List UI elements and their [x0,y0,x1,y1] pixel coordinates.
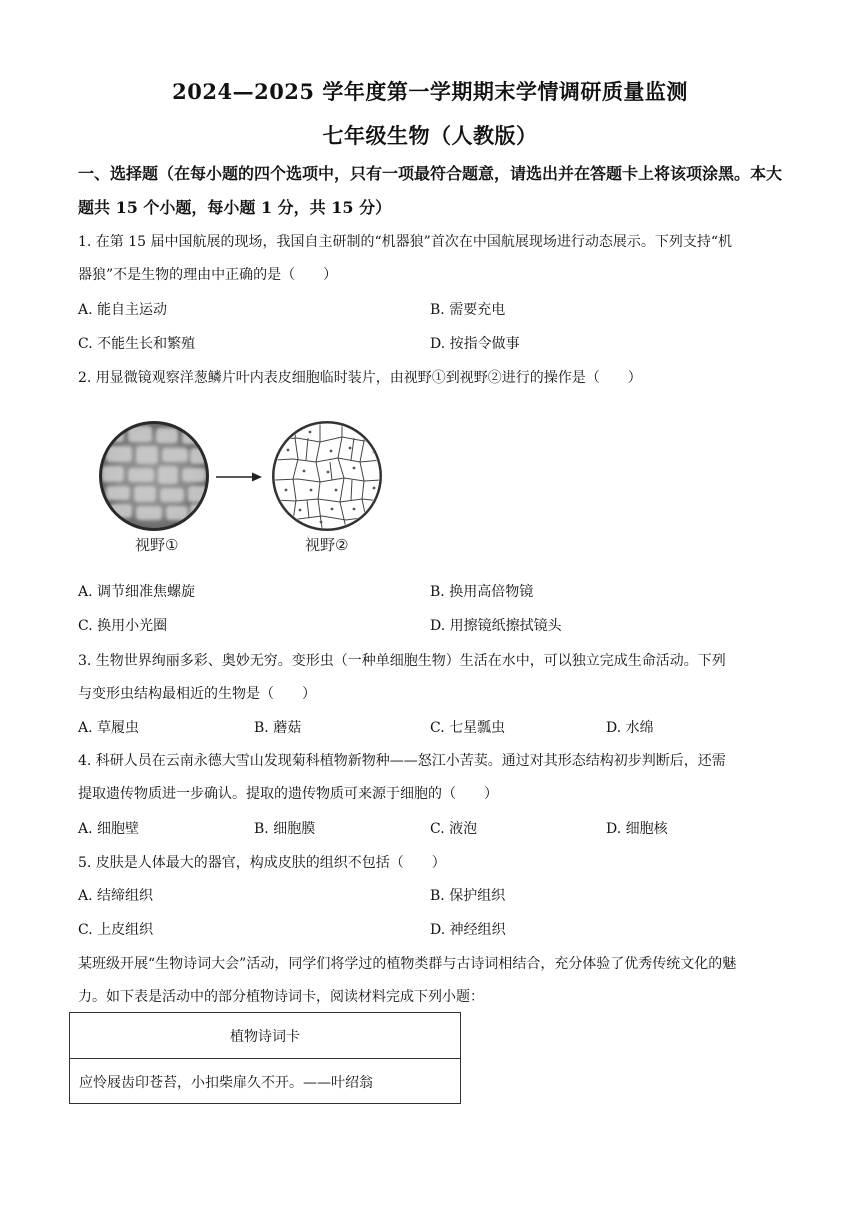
material-line-2: 力。如下表是活动中的部分植物诗词卡，阅读材料完成下列小题： [78,989,484,1005]
question-2-line-1: 2. 用显微镜观察洋葱鳞片叶内表皮细胞临时装片，由视野①到视野②进行的操作是（ ） [78,370,642,386]
question-1-option-b: B. 需要充电 [430,302,506,318]
question-4-option-b: B. 细胞膜 [254,821,316,837]
question-3-option-d: D. 水绵 [606,720,654,736]
field-of-view-2-label: 视野② [305,536,349,554]
question-3-line-1: 3. 生物世界绚丽多彩、奥妙无穷。变形虫（一种单细胞生物）生活在水中，可以独立完成生命活动。下列 [78,653,726,669]
question-3-line-2: 与变形虫结构最相近的生物是（ ） [78,686,316,702]
question-1-line-1: 1. 在第 15 届中国航展的现场，我国自主研制的“机器狼”首次在中国航展现场进行动态展示。下列支持“机 [78,234,732,250]
poem-card-header: 植物诗词卡 [70,1013,460,1059]
section-heading: 一、选择题（在每小题的四个选项中，只有一项最符合题意，请选出并在答题卡上将该项涂黑。本大题共 15 个小题，每小题 1 分，共 15 分） [78,164,783,217]
question-2-option-c: C. 换用小光圈 [78,618,168,634]
field-of-view-2-circle [272,421,382,531]
field-of-view-1-circle [99,421,209,531]
question-3-option-a: A. 草履虫 [78,720,140,736]
question-2-option-d: D. 用擦镜纸擦拭镜头 [430,618,562,634]
question-4-option-d: D. 细胞核 [606,821,668,837]
microscope-view-figure [92,410,392,570]
question-1-option-a: A. 能自主运动 [78,302,168,318]
question-5-option-d: D. 神经组织 [430,922,506,938]
question-1-option-c: C. 不能生长和繁殖 [78,336,196,352]
material-line-1: 某班级开展“生物诗词大会”活动，同学们将学过的植物类群与古诗词相结合，充分体验了优秀传统文化的魅 [78,956,737,972]
question-5-option-a: A. 结缔组织 [78,888,154,904]
field-of-view-1-label: 视野① [135,536,179,554]
question-4-line-1: 4. 科研人员在云南永德大雪山发现菊科植物新物种——怒江小苦荬。通过对其形态结构初步判断后，还需 [78,753,726,769]
question-1-option-d: D. 按指令做事 [430,336,520,352]
question-5-option-b: B. 保护组织 [430,888,506,904]
exam-subtitle: 七年级生物（人教版） [322,123,538,148]
poem-card-row: 应怜屐齿印苍苔，小扣柴扉久不开。——叶绍翁 [79,1074,373,1091]
question-4-option-c: C. 液泡 [430,821,478,837]
exam-title: 2024—2025 学年度第一学期期末学情调研质量监测 [172,79,688,104]
question-5-line-1: 5. 皮肤是人体最大的器官，构成皮肤的组织不包括（ ） [78,855,446,871]
question-4-option-a: A. 细胞壁 [78,821,140,837]
question-2-option-a: A. 调节细准焦螺旋 [78,584,196,600]
question-3-option-b: B. 蘑菇 [254,720,302,736]
question-4-line-2: 提取遗传物质进一步确认。提取的遗传物质可来源于细胞的（ ） [78,786,498,802]
question-1-line-2: 器狼”不是生物的理由中正确的是（ ） [78,267,338,283]
arrow-icon [216,473,262,482]
poem-card-table [69,1012,461,1104]
question-5-option-c: C. 上皮组织 [78,922,154,938]
question-2-option-b: B. 换用高倍物镜 [430,584,534,600]
question-3-option-c: C. 七星瓢虫 [430,720,506,736]
